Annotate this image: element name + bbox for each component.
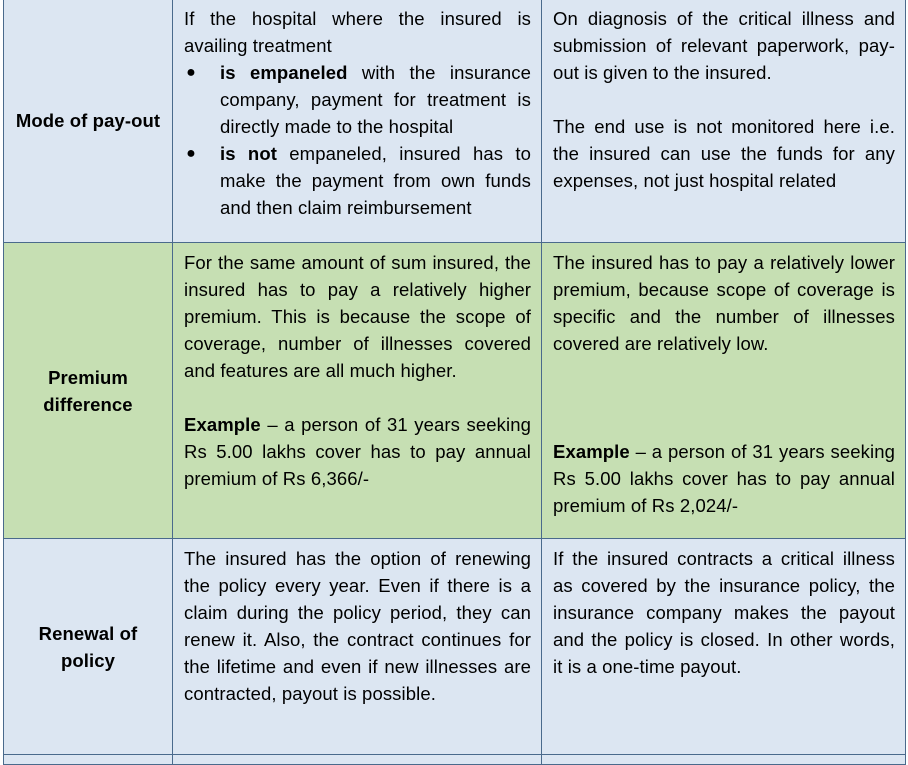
payout-right-p2: The end use is not monitored here i.e. the insured can use the funds for any expenses, not just hospital related xyxy=(553,116,895,191)
payout-right-p1: On diagnosis of the critical illness and submission of relevant paperwork, pay-out is given to the insured. xyxy=(553,8,895,83)
row-header-renewal-of-policy: Renewal of policy xyxy=(4,539,173,755)
cell-premium-right xyxy=(542,243,906,539)
renewal-left-p1: The insured has the option of renewing the policy every year. Even if there is a claim during the policy period, they can renew it. Also, the contract continues for the lifetime and even if new illnesses are contracted, payout is possible. xyxy=(184,548,531,704)
premium-right-p1: The insured has to pay a relatively lower premium, because scope of coverage is specific and the number of illnesses covered are relatively low. xyxy=(553,252,895,354)
partial-cell xyxy=(173,755,542,765)
cell-mode-of-payout-left xyxy=(173,0,542,243)
partial-cell xyxy=(4,755,173,765)
bullet-icon: ● xyxy=(186,64,196,81)
premium-right-example xyxy=(553,438,895,519)
payout-left-intro: If the hospital where the insured is availing treatment xyxy=(184,8,531,56)
bullet-text: empaneled, insured has to make the payment from own funds and then claim reimbursement xyxy=(220,143,531,218)
bullet-icon: ● xyxy=(186,145,196,162)
premium-left-example xyxy=(184,411,531,492)
comparison-table xyxy=(3,0,906,765)
payout-bullet-list xyxy=(184,59,531,221)
list-item xyxy=(184,59,531,140)
bullet-bold-text: is not xyxy=(220,143,277,164)
list-item xyxy=(184,140,531,221)
example-label: Example xyxy=(184,414,261,435)
row-header-premium-difference: Premium difference xyxy=(4,243,173,539)
renewal-right-p1: If the insured contracts a critical illness as covered by the insurance policy, the insurance company makes the payout and the policy is closed. In other words, it is a one-time payout. xyxy=(553,548,895,677)
example-text: – a person of 31 years seeking Rs 5.00 lakhs cover has to pay annual premium of Rs 6,366/- xyxy=(184,414,531,489)
cell-premium-left xyxy=(173,243,542,539)
premium-left-p1: For the same amount of sum insured, the insured has to pay a relatively higher premium. This is because the scope of coverage, number of illnesses covered and features are all much higher. xyxy=(184,252,531,381)
table-row-renewal-of-policy xyxy=(4,539,906,755)
partial-cell xyxy=(542,755,906,765)
bullet-text: with the insurance company, payment for treatment is directly made to the hospital xyxy=(220,62,531,137)
table-row-partial xyxy=(4,755,906,765)
table-row-premium-difference xyxy=(4,243,906,539)
table-row-mode-of-payout xyxy=(4,0,906,243)
cell-mode-of-payout-right xyxy=(542,0,906,243)
bullet-bold-text: is empaneled xyxy=(220,62,348,83)
example-text: – a person of 31 years seeking Rs 5.00 lakhs cover has to pay annual premium of Rs 2,024/- xyxy=(553,441,895,516)
cell-renewal-right xyxy=(542,539,906,755)
row-header-mode-of-payout: Mode of pay-out xyxy=(4,0,173,243)
example-label: Example xyxy=(553,441,630,462)
cell-renewal-left xyxy=(173,539,542,755)
